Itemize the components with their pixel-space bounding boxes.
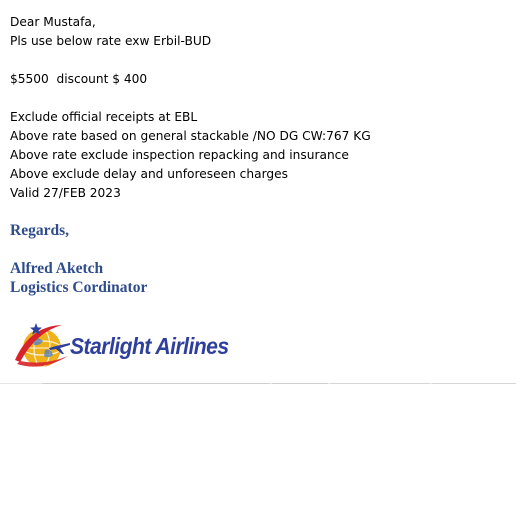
spacer [10,89,371,108]
signature-closing: Regards, [10,222,69,239]
email-body [10,13,371,203]
divider-segment [330,383,430,384]
logo-text: Starlight Airlines [70,333,229,359]
divider-segment [432,383,516,384]
condition-line: Above exclude delay and unforeseen charges [10,167,288,181]
condition-line: Exclude official receipts at EBL [10,110,198,124]
signature-name: Alfred Aketch [10,260,104,277]
greeting-line: Dear Mustafa, [10,15,96,29]
condition-line: Above rate based on general stackable /NO DG CW:767 KG [10,129,371,143]
condition-line: Above rate exclude inspection repacking and insurance [10,148,349,162]
signature-title: Logistics Cordinator [10,279,148,296]
globe-airplane-icon [12,320,72,376]
intro-line: Pls use below rate exw Erbil-BUD [10,34,212,48]
divider-segment [42,383,270,384]
divider-segment [272,383,328,384]
company-logo [12,320,242,376]
validity-line: Valid 27/FEB 2023 [10,186,121,200]
rate-line: $5500 discount $ 400 [10,72,148,86]
spacer [10,51,371,70]
